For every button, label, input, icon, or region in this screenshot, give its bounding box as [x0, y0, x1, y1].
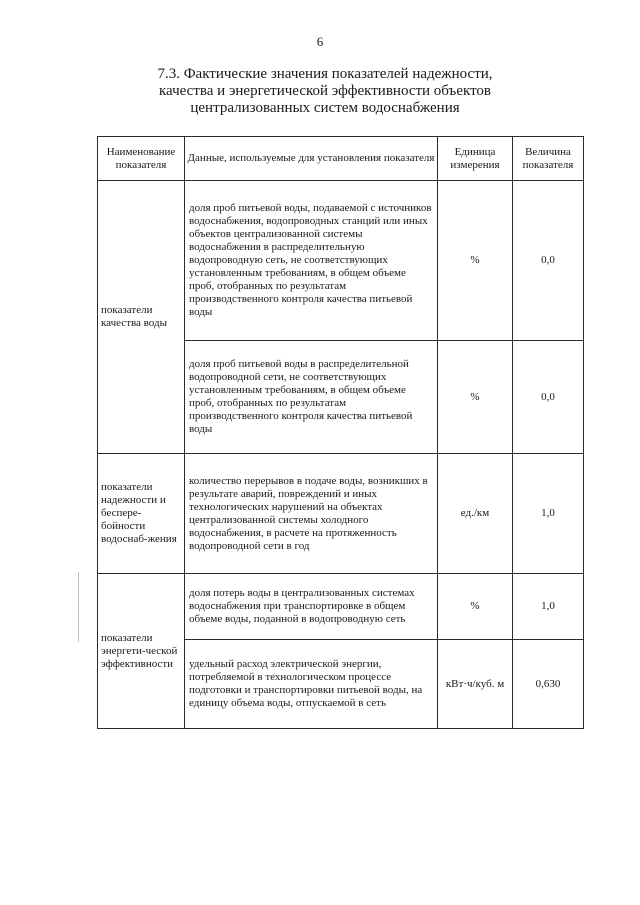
row-unit: %: [438, 341, 513, 454]
margin-mark: [78, 572, 79, 642]
page-number: 6: [316, 34, 324, 49]
row-description: количество перерывов в подаче воды, возникших в результате аварий, повреждений и иных технологических нарушений на объектах централизованной системы холодного водоснабжения, в расчете на протяженность водопроводной сети в год: [185, 454, 438, 574]
row-description: доля потерь воды в централизованных системах водоснабжения при транспортировке в общем объеме воды, поданной в водопроводную сеть: [185, 574, 438, 640]
group-reliability: показатели надежности и беспере-бойности водоснаб-жения: [98, 454, 185, 574]
group-quality: показатели качества воды: [98, 181, 185, 454]
title-line: 7.3. Фактические значения показателей надежности,: [157, 66, 493, 82]
table-row: [98, 454, 584, 574]
row-description: доля проб питьевой воды, подаваемой с источников водоснабжения, водопроводных станций или иных объектов централизованной системы водоснабжения в распределительную водопроводную сеть, не соответствующих установленным требованиям, в общем объеме проб, отобранных по результатам производственного контроля качества питьевой воды: [185, 181, 438, 341]
row-unit: кВт·ч/куб. м: [438, 640, 513, 729]
title-line: централизованных систем водоснабжения: [190, 100, 460, 116]
indicators-table: [97, 136, 584, 729]
row-value: 0,630: [513, 640, 584, 729]
table-row: [98, 574, 584, 640]
table-row: [98, 181, 584, 341]
group-efficiency: показатели энергети-ческой эффективности: [98, 574, 185, 729]
header-value: Величина показателя: [513, 137, 584, 181]
title-line: качества и энергетической эффективности объектов: [158, 83, 492, 99]
document-title: [120, 66, 530, 117]
row-value: 1,0: [513, 454, 584, 574]
row-value: 1,0: [513, 574, 584, 640]
row-unit: %: [438, 181, 513, 341]
row-description: доля проб питьевой воды в распределительной водопроводной сети, не соответствующих установленным требованиям, в общем объеме проб, отобранных по результатам производственного контроля качества питьевой воды: [185, 341, 438, 454]
row-value: 0,0: [513, 341, 584, 454]
header-name: Наименование показателя: [98, 137, 185, 181]
row-unit: %: [438, 574, 513, 640]
row-unit: ед./км: [438, 454, 513, 574]
header-unit: Единица измерения: [438, 137, 513, 181]
row-description: удельный расход электрической энергии, потребляемой в технологическом процессе подготовки и транспортировки питьевой воды, на единицу объема воды, отпускаемой в сеть: [185, 640, 438, 729]
header-data: Данные, используемые для установления показателя: [185, 137, 438, 181]
table-header-row: [98, 137, 584, 181]
row-value: 0,0: [513, 181, 584, 341]
